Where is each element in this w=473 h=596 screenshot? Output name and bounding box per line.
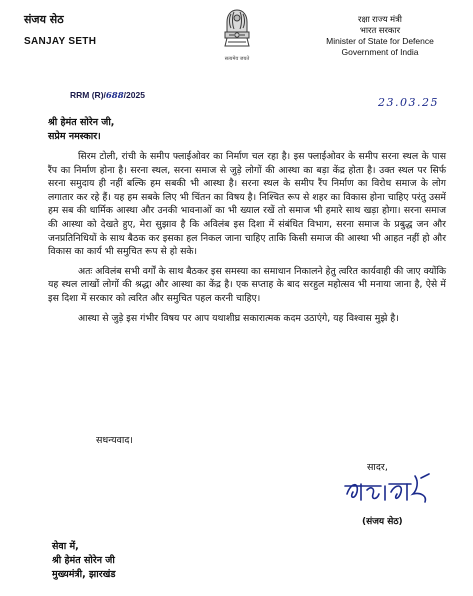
salutation-line: श्री हेमंत सोरेन जी, xyxy=(48,117,115,128)
reference-year: 2025 xyxy=(126,90,145,100)
body-paragraph: सिरम टोली, रांची के समीप फ्लाईओवर का निर्माण चल रहा है। इस फ्लाईओवर के समीप सरना स्थल के पास रैंप का निर्माण होना है। सरना स्थल, सरना समाज से जुड़े लोगों की आस्था का बड़ा केंद्र होता है। उक्त स्थल पर सिर्फ सरना समुदाय ही नहीं बल्कि हम सबकी भी आस्था है। सरना स्थल के समीप रैंप निर्माण का विरोध समाज के लोग लगातार कर रहे हैं। यह हम सबके लिए भी चिंतन का विषय है। निश्चित रूप से शहर का विकास होना चाहिए परंतु उसमें हम सब की धार्मिक आस्था और उनकी भावनाओं का भी ख्याल रखें तो समाज भी हमारे साथ खड़ा होगा। सरना समाज की आस्था को देखते हुए, मेरा सुझाव है कि अविलंब इस दिशा में संबंधित विभाग, सरना समाज के प्रबुद्ध जन और जनप्रतिनिधियों के साथ बैठक कर इसका हल निकल जाना चाहिए ताकि किसी समाज की आस्था भी आहत नहीं हो और विकास का कार्य भी समुचित रूप से हो सके। xyxy=(48,151,446,258)
addressee-line: श्री हेमंत सोरेन जी xyxy=(52,555,115,566)
letter-date: 23.03.25 xyxy=(378,96,439,109)
addressee-block xyxy=(52,540,115,582)
salutation xyxy=(48,116,114,144)
designation-line: Minister of State for Defence xyxy=(326,36,434,46)
reference-separator: / xyxy=(123,90,127,100)
designation-block xyxy=(305,14,455,58)
body-paragraph: अतः अविलंब सभी वर्गों के साथ बैठकर इस समस्या का समाधान निकालने हेतु त्वरित कार्यवाही की जाए क्योंकि यह स्थल लाखों लोगों की श्रद्धा और आस्था का केंद्र है। एक सप्ताह के बाद सरहुल महोत्सव भी मनाया जाना है, ऐसे में इस दिशा में सरकार को त्वरित और समुचित पहल करनी चाहिए। xyxy=(48,265,446,304)
closing-regards: सादर, xyxy=(367,462,388,473)
designation-line: रक्षा राज्य मंत्री xyxy=(358,14,402,24)
national-emblem-icon xyxy=(217,4,257,56)
addressee-line: सेवा में, xyxy=(52,541,79,552)
signatory-name: (संजय सेठ) xyxy=(362,517,403,527)
designation-line: Government of India xyxy=(341,47,419,57)
designation-line: भारत सरकार xyxy=(359,25,401,35)
addressee-line: मुख्यमंत्री, झारखंड xyxy=(52,569,116,580)
sender-name-hindi: संजय सेठ xyxy=(24,13,64,26)
emblem-motto: सत्यमेव जयते xyxy=(224,56,250,62)
reference-handwritten-number: 688 xyxy=(105,91,124,101)
body-paragraph: आस्था से जुड़े इस गंभीर विषय पर आप यथाशीघ्र सकारात्मक कदम उठाएंगे, यह विश्वास मुझे है। xyxy=(78,312,399,324)
closing-thanks: सधन्यवाद। xyxy=(96,435,133,446)
handwritten-signature xyxy=(341,470,441,512)
sender-name-english: SANJAY SETH xyxy=(24,36,97,47)
letter-body xyxy=(48,150,446,331)
salutation-line: सप्रेम नमस्कार। xyxy=(48,131,101,142)
reference-number xyxy=(70,90,145,101)
reference-prefix: RRM (R)/ xyxy=(70,90,106,100)
